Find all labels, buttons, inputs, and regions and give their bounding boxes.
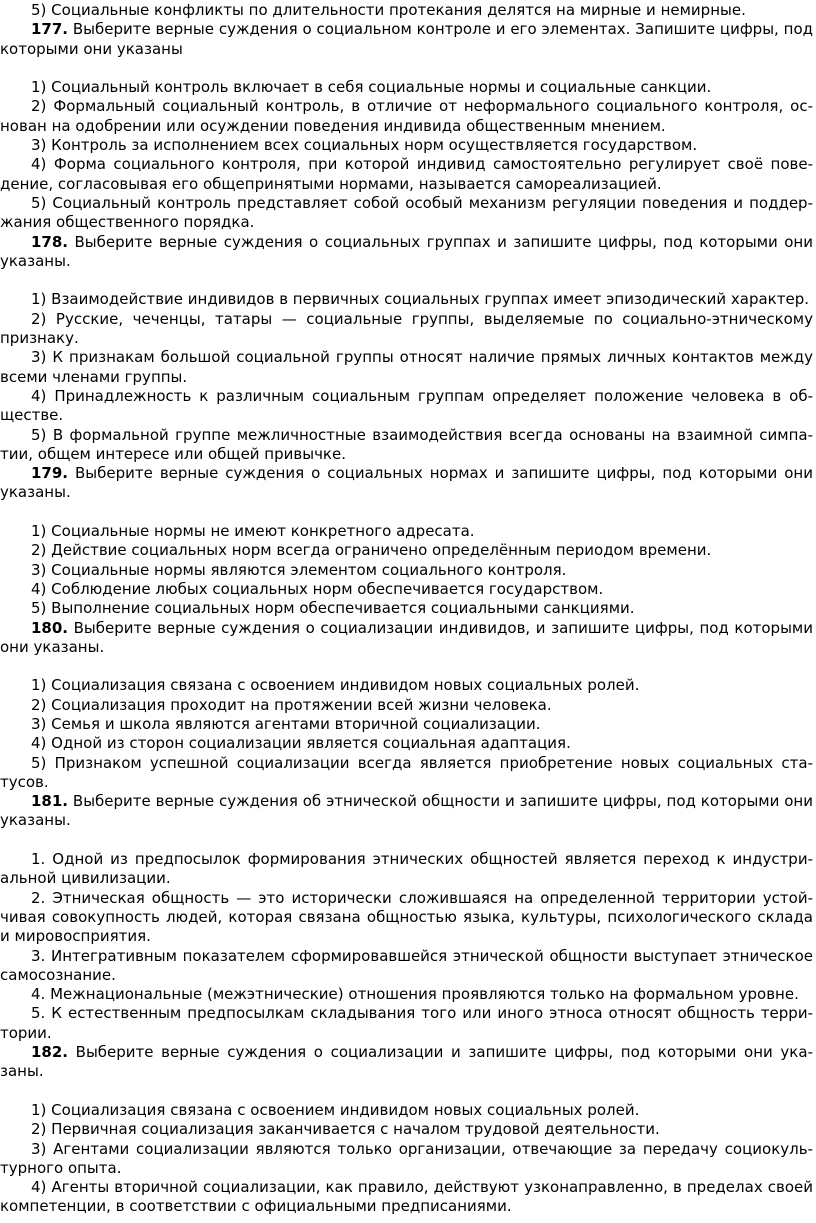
answer-option: 3) Контроль за исполнением всех социальных норм осуществляется государством. bbox=[31, 136, 698, 155]
answer-option: 5) Признаком успешной социализации всегда является приобретение новых социальных статусов. bbox=[0, 753, 813, 791]
answer-option: 5. К естественным предпосылкам складывания того или иного этноса относят общность территории. bbox=[0, 1004, 813, 1042]
question-prompt bbox=[0, 233, 813, 272]
answer-option: 2) Первичная социализация заканчивается с началом трудовой деятельности. bbox=[31, 1120, 660, 1139]
answer-option: 1) Социализация связана с освоением индивидом новых социальных ролей. bbox=[31, 676, 640, 695]
question-number: 177. bbox=[31, 20, 69, 39]
question-prompt bbox=[0, 464, 813, 503]
answer-option: 3) Агентами социализации являются только организации, отвечающие за передачу социокультурного опыта. bbox=[0, 1139, 813, 1177]
answer-option: 5) Социальный контроль представляет собой особый механизм регуляции поведения и поддержания общественного порядка. bbox=[0, 193, 813, 232]
answer-option: 4) Одной из сторон социализации является социальная адаптация. bbox=[31, 734, 571, 753]
blank-line bbox=[0, 657, 813, 676]
answer-option: 1. Одной из предпосылок формирования этнических общностей является переход к индустриальной цивилизации. bbox=[0, 850, 813, 888]
answer-option: 2) Формальный социальный контроль, в отличие от неформального социального контроля, основан на одобрении или осуждении поведения индивида общественным мнением. bbox=[0, 97, 813, 135]
answer-option: 3) Семья и школа являются агентами вторичной социализации. bbox=[31, 714, 541, 733]
question-text: Выберите верные суждения о социальных нормах и запишите цифры, под которыми они указаны. bbox=[0, 464, 813, 502]
answer-option: 1) Социальные нормы не имеют конкретного адресата. bbox=[31, 522, 475, 541]
question-prompt bbox=[0, 20, 813, 59]
question-text: Выберите верные суждения о социальных группах и запишите цифры, под которыми они указаны. bbox=[0, 232, 813, 270]
question-text: Выберите верные суждения о социальном контроле и его элементах. Запишите цифры, под которыми они указаны bbox=[0, 20, 813, 58]
question-prompt bbox=[0, 792, 813, 831]
answer-option: 5) Выполнение социальных норм обеспечивается социальными санкциями. bbox=[31, 599, 635, 618]
question-text: Выберите верные суждения о социализации и запишите цифры, под которыми они указаны. bbox=[0, 1043, 813, 1081]
question-prompt bbox=[0, 619, 813, 658]
question-number: 182. bbox=[31, 1043, 69, 1062]
answer-option: 4. Межнациональные (межэтнические) отношения проявляются только на формальном уровне. bbox=[31, 985, 799, 1004]
answer-option: 1) Взаимодействие индивидов в первичных социальных группах имеет эпизодический характер. bbox=[31, 290, 809, 309]
question-number: 181. bbox=[31, 792, 69, 811]
question-number: 178. bbox=[31, 232, 69, 251]
question-text: Выберите верные суждения об этнической общности и запишите цифры, под которыми они указаны. bbox=[0, 792, 813, 830]
answer-option: 3) Социальные нормы являются элементом социального контроля. bbox=[31, 560, 567, 579]
answer-option: 5) В формальной группе межличностные взаимодействия всегда основаны на взаимной симпатии, общем интересе или общей привычке. bbox=[0, 425, 813, 463]
blank-line bbox=[0, 271, 813, 290]
question-prompt bbox=[0, 1043, 813, 1082]
answer-option: 3) К признакам большой социальной группы относят наличие прямых личных контактов между всеми членами группы. bbox=[0, 348, 813, 386]
question-number: 180. bbox=[31, 618, 69, 637]
blank-line bbox=[0, 59, 813, 78]
answer-option: 3. Интегративным показателем сформировавшейся этнической общности выступает этническое самосознание. bbox=[0, 946, 813, 984]
answer-option: 2) Действие социальных норм всегда ограничено определённым периодом времени. bbox=[31, 541, 712, 560]
answer-option: 2) Социализация проходит на протяжении всей жизни человека. bbox=[31, 695, 552, 714]
question-number: 179. bbox=[31, 464, 69, 483]
intro-line: 5) Социальные конфликты по длительности протекания делятся на мирные и немирные. bbox=[31, 1, 746, 19]
answer-option: 1) Социальный контроль включает в себя социальные нормы и социальные санкции. bbox=[31, 78, 712, 97]
blank-line bbox=[0, 1082, 813, 1101]
blank-line bbox=[0, 831, 813, 850]
answer-option: 2. Этническая общность — это исторически сложившаяся на определенной территории устойчивая совокупность людей, которая связана общностью языка, культуры, психологического склада и мировосприятия. bbox=[0, 888, 813, 946]
answer-option: 2) Русские, чеченцы, татары — социальные группы, выделяемые по социально-этническому признаку. bbox=[0, 309, 813, 348]
answer-option: 4) Форма социального контроля, при которой индивид самостоятельно регулирует своё поведение, согласовывая его общепринятыми нормами, называется самореализацией. bbox=[0, 155, 813, 193]
answer-option: 4) Агенты вторичной социализации, как правило, действуют узконаправленно, в пределах своей компетенции, в соответствии с официальными предписаниями. bbox=[0, 1178, 813, 1216]
answer-option: 4) Соблюдение любых социальных норм обеспечивается государством. bbox=[31, 579, 604, 598]
answer-option: 4) Принадлежность к различным социальным группам определяет положение человека в обществе. bbox=[0, 386, 813, 425]
answer-option: 1) Социализация связана с освоением индивидом новых социальных ролей. bbox=[31, 1100, 640, 1119]
blank-line bbox=[0, 503, 813, 522]
question-text: Выберите верные суждения о социализации индивидов, и запишите цифры, под которыми они указаны. bbox=[0, 618, 813, 656]
